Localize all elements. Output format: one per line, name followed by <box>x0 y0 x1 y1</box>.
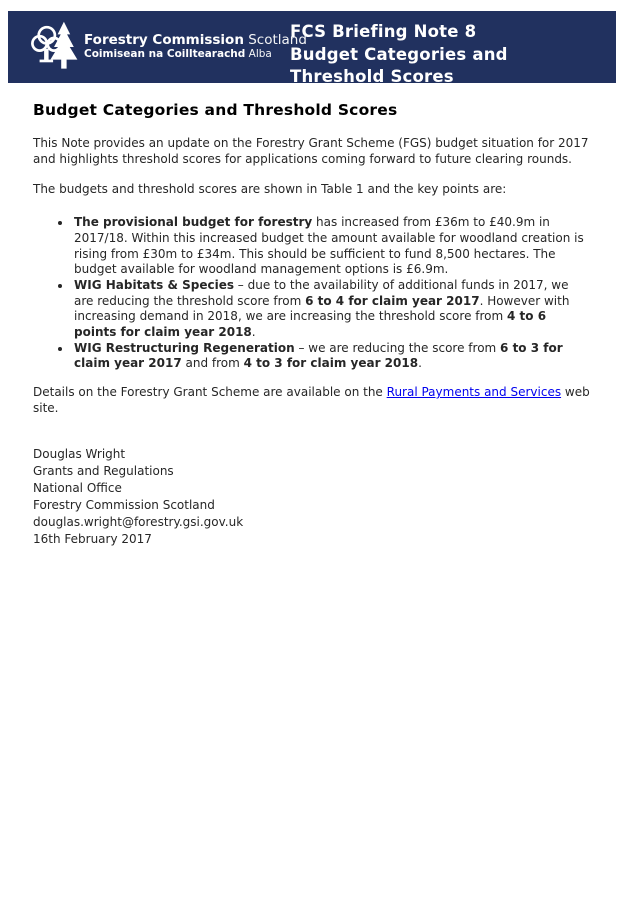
body-text: web site. <box>33 385 590 415</box>
intro-paragraph: This Note provides an update on the Forestry Grant Scheme (FGS) budget situation for 2017 and highlights threshold scores for applications coming forward to future clearing rounds. <box>33 136 589 166</box>
body-text: . However with increasing demand in 2018, we are increasing the threshold score from <box>74 293 570 324</box>
signature-name: Douglas Wright <box>33 446 126 461</box>
header-banner <box>8 11 616 83</box>
emphasized-text: The provisional budget for forestry <box>74 215 313 230</box>
body-text: – we are reducing the score from <box>294 340 501 355</box>
details-paragraph <box>33 385 591 416</box>
emphasized-text: 4 to 6 points for claim year 2018 <box>74 309 547 340</box>
signature-date: 16th February 2017 <box>33 531 152 546</box>
fc-logo <box>27 20 307 74</box>
emphasized-text: WIG Habitats & Species <box>74 277 234 292</box>
emphasized-text: 6 to 3 for claim year 2017 <box>74 340 563 371</box>
emphasized-text: 4 to 3 for claim year 2018 <box>243 356 419 371</box>
body-text: . <box>251 325 256 340</box>
fc-logo-gaelic <box>84 48 307 61</box>
briefing-note-title-line-3: Threshold Scores <box>290 67 454 83</box>
key-point-wig-restructuring <box>72 341 591 372</box>
signature-organisation: Forestry Commission Scotland <box>33 497 215 512</box>
document-body <box>0 101 624 588</box>
body-text: . <box>418 356 422 371</box>
emphasized-text: WIG Restructuring Regeneration <box>74 340 295 355</box>
signature-email: douglas.wright@forestry.gsi.gov.uk <box>33 514 244 529</box>
fc-logo-name-bold: Forestry Commission <box>84 32 244 48</box>
body-text: – due to the availability of additional funds in 2017, we are reducing the threshold score from <box>74 277 569 308</box>
key-point-budget <box>72 215 591 278</box>
fc-logo-gaelic-light: Alba <box>248 48 272 60</box>
emphasized-text: 6 to 4 for claim year 2017 <box>305 293 480 308</box>
keypoints-intro-paragraph: The budgets and threshold scores are shown in Table 1 and the key points are: <box>33 182 507 197</box>
briefing-note-title <box>290 21 508 83</box>
rural-payments-link[interactable]: Rural Payments and Services <box>386 385 562 400</box>
body-text: has increased from £36m to £40.9m in 2017/18. Within this increased budget the amount available for woodland creation is rising from £30m to £34m. This should be sufficient to fund 8,500 hectares. The budget available for woodland management options is £6.9m. <box>74 215 584 277</box>
body-text: and from <box>181 356 244 371</box>
body-text: Details on the Forestry Grant Scheme are available on the <box>33 385 387 400</box>
briefing-note-title-line-2: Budget Categories and <box>290 44 508 64</box>
page-title: Budget Categories and Threshold Scores <box>33 101 398 119</box>
fc-logo-name-light: Scotland <box>248 32 307 48</box>
key-points-list <box>33 215 591 372</box>
key-point-wig-habitats <box>72 278 591 341</box>
briefing-note-title-line-1: FCS Briefing Note 8 <box>290 22 477 41</box>
signature-department: Grants and Regulations <box>33 463 174 478</box>
forestry-commission-trees-icon <box>27 20 81 74</box>
signature-office: National Office <box>33 480 122 495</box>
fc-logo-name <box>84 33 307 48</box>
fc-logo-text <box>84 33 307 61</box>
fc-logo-gaelic-bold: Coimisean na Coilltearachd <box>84 48 246 60</box>
signature-block <box>33 446 591 548</box>
